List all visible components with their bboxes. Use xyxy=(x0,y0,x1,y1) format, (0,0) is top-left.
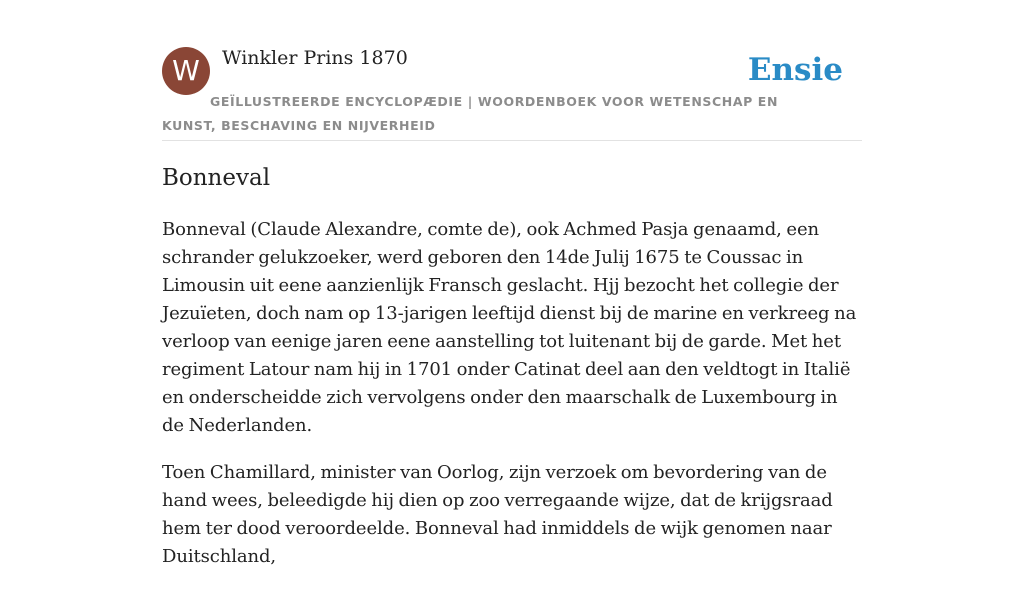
article-title: Bonneval xyxy=(162,165,271,191)
article-paragraph-1: Bonneval (Claude Alexandre, comte de), ook Achmed Pasja genaamd, een schrander gelukzoeker, werd geboren den 14de Julij 1675 te Coussac in Limousin uit eene aanzienlijk Fransch geslacht. Hjj bezocht het collegie der Jezuïeten, doch nam op 13-jarigen leeftijd dienst bij de marine en verkreeg na verloop van eenige jaren eene aanstelling tot luitenant bij de garde. Met het regiment Latour nam hij in 1701 onder Catinat deel aan den veldtogt in Italië en onderscheidde zich vervolgens onder den maarschalk de Luxembourg in de Nederlanden. xyxy=(162,219,857,436)
source-title-link[interactable]: Winkler Prins 1870 xyxy=(222,47,408,69)
ensie-logo[interactable]: Ensie xyxy=(747,52,843,88)
source-avatar[interactable]: W xyxy=(162,47,210,95)
article-body xyxy=(162,216,862,590)
article-paragraph-2: Toen Chamillard, minister van Oorlog, zijn verzoek om bevordering van de hand wees, beleedigde hij dien op zoo verregaande wijze, dat de krijgsraad hem ter dood veroordeelde. Bonneval had inmiddels de wijk genomen naar Duitschland, xyxy=(162,462,833,567)
source-subtitle: GEÏLLUSTREERDE ENCYCLOPÆDIE | WOORDENBOEK VOOR WETENSCHAP EN KUNST, BESCHAVING EN NIJVERHEID xyxy=(162,94,779,133)
source-header xyxy=(162,46,862,141)
